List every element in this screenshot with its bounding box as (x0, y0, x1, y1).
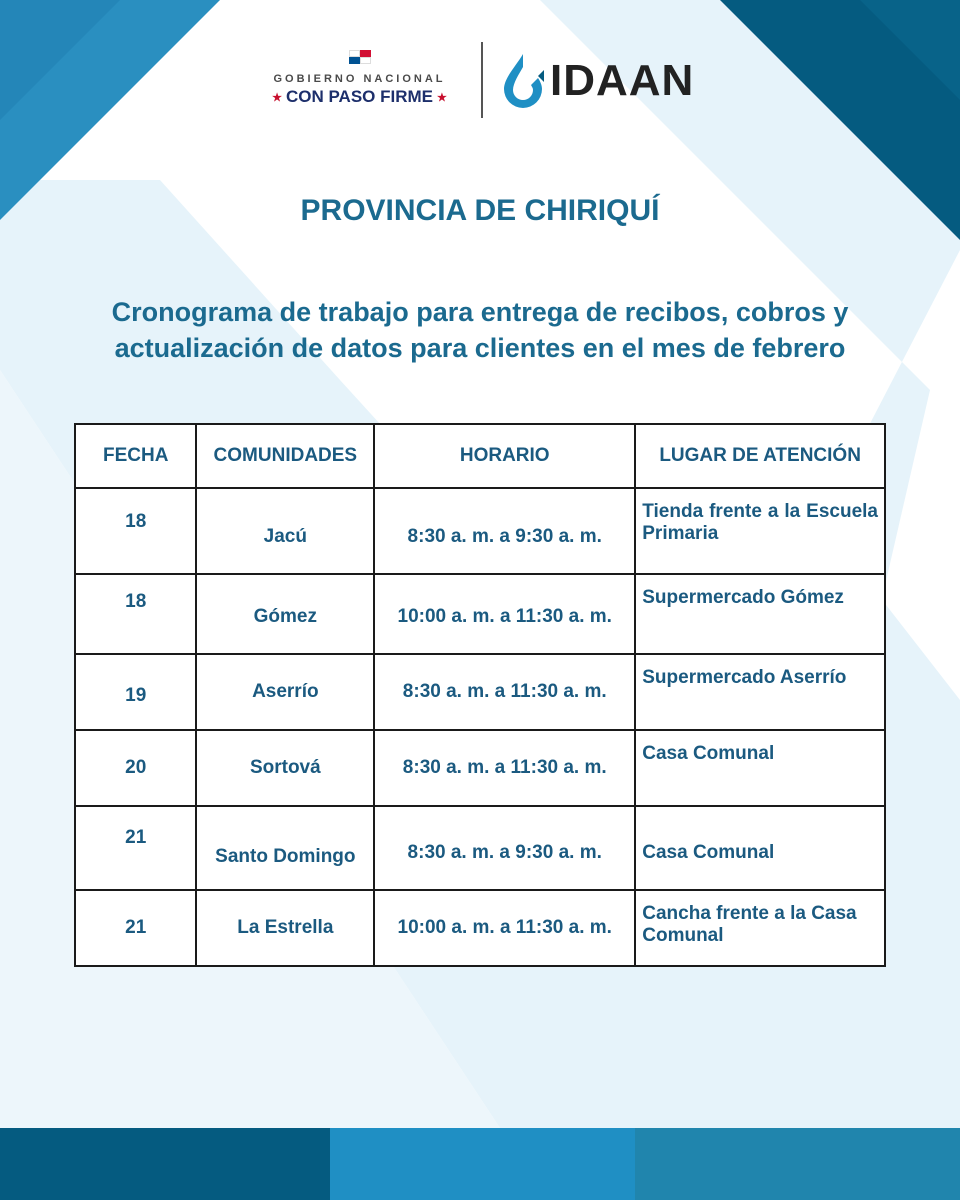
fecha-cell: 21 (75, 806, 196, 890)
lugar-cell: Casa Comunal (635, 806, 885, 890)
lugar-cell: Casa Comunal (635, 730, 885, 806)
subtitle-line-2: actualización de datos para clientes en el mes de febrero (114, 333, 846, 363)
horario-cell: 8:30 a. m. a 11:30 a. m. (374, 654, 635, 730)
page-title: PROVINCIA DE CHIRIQUÍ (300, 194, 660, 227)
table-header-row (75, 424, 885, 488)
horario-cell: 8:30 a. m. a 11:30 a. m. (374, 730, 635, 806)
fecha-cell: 18 (75, 574, 196, 654)
column-header-comunidades: COMUNIDADES (196, 424, 374, 488)
idaan-logo (498, 52, 708, 112)
comunidad-cell: La Estrella (196, 890, 374, 966)
panama-flag-icon (349, 50, 371, 64)
water-drop-icon (498, 52, 548, 110)
fecha-cell: 20 (75, 730, 196, 806)
con-paso-firme-text (252, 87, 467, 107)
schedule-table (74, 423, 886, 967)
gobierno-nacional-logo (252, 50, 467, 107)
comunidad-cell: Sortová (196, 730, 374, 806)
table-row (75, 488, 885, 574)
fecha-cell: 21 (75, 890, 196, 966)
footer-bar-right (635, 1128, 960, 1200)
lugar-cell: Supermercado Aserrío (635, 654, 885, 730)
horario-cell: 10:00 a. m. a 11:30 a. m. (374, 890, 635, 966)
header-logos (0, 40, 960, 120)
fecha-cell: 18 (75, 488, 196, 574)
column-header-horario: HORARIO (374, 424, 635, 488)
logo-divider (481, 42, 483, 118)
comunidad-cell: Gómez (196, 574, 374, 654)
horario-cell: 10:00 a. m. a 11:30 a. m. (374, 574, 635, 654)
star-icon: ★ (437, 92, 447, 105)
page-subtitle (40, 294, 920, 366)
table-row (75, 890, 885, 966)
comunidad-cell: Santo Domingo (196, 806, 374, 890)
lugar-cell: Tienda frente a la Escuela Primaria (635, 488, 885, 574)
con-paso-firme-label: CON PASO FIRME (285, 87, 434, 106)
idaan-wordmark: IDAAN (550, 56, 695, 105)
table-row (75, 806, 885, 890)
lugar-cell: Supermercado Gómez (635, 574, 885, 654)
star-icon: ★ (272, 92, 282, 105)
footer-bar-mid (330, 1128, 635, 1200)
table-row (75, 574, 885, 654)
horario-cell: 8:30 a. m. a 9:30 a. m. (374, 806, 635, 890)
footer-bar-dark (0, 1128, 330, 1200)
subtitle-line-1: Cronograma de trabajo para entrega de recibos, cobros y (111, 297, 849, 327)
lugar-cell: Cancha frente a la Casa Comunal (635, 890, 885, 966)
column-header-fecha: FECHA (75, 424, 196, 488)
comunidad-cell: Jacú (196, 488, 374, 574)
fecha-cell: 19 (75, 654, 196, 730)
column-header-lugar: LUGAR DE ATENCIÓN (635, 424, 885, 488)
comunidad-cell: Aserrío (196, 654, 374, 730)
table-row (75, 654, 885, 730)
horario-cell: 8:30 a. m. a 9:30 a. m. (374, 488, 635, 574)
gobierno-nacional-text: GOBIERNO NACIONAL (273, 73, 446, 85)
table-row (75, 730, 885, 806)
